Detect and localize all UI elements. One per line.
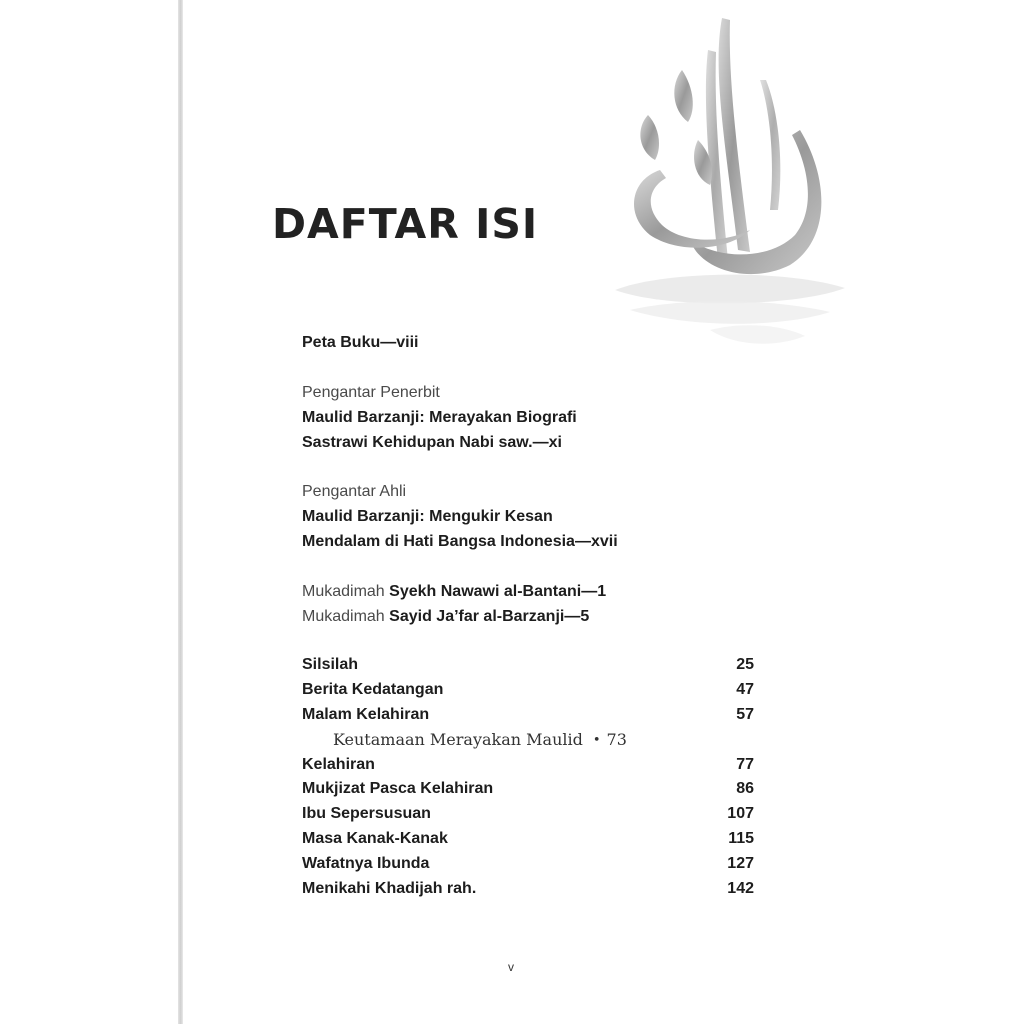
- chapter-title: Menikahi Khadijah rah.: [302, 879, 477, 897]
- toc-chapter-row[interactable]: [302, 703, 754, 728]
- toc-entry-prefix: Mukadimah: [302, 607, 390, 625]
- page-number: v: [508, 960, 514, 974]
- chapter-title: Masa Kanak-Kanak: [302, 829, 448, 847]
- chapter-page: 57: [736, 705, 754, 723]
- chapter-page: 142: [727, 879, 754, 897]
- toc-entry-title: Sayid Ja’far al-Barzanji—5: [389, 607, 590, 625]
- chapter-page: 86: [736, 780, 754, 798]
- chapter-page: 115: [728, 829, 754, 847]
- bullet-icon: •: [592, 732, 601, 748]
- toc-entry-mukadimah-barzanji[interactable]: [302, 604, 754, 629]
- page-spine-shadow: [178, 0, 183, 1024]
- toc-entry-mukadimah-nawawi[interactable]: [302, 579, 754, 604]
- chapter-title: Malam Kelahiran: [302, 705, 430, 723]
- toc-chapter-row[interactable]: [302, 802, 754, 827]
- subsection-page: 73: [606, 729, 627, 749]
- toc-entry-peta-buku[interactable]: [302, 330, 754, 355]
- subsection-title: Keutamaan Merayakan Maulid: [333, 729, 583, 749]
- toc-chapter-row[interactable]: [302, 877, 754, 902]
- chapter-title: Silsilah: [302, 656, 359, 674]
- chapter-page: 77: [736, 755, 754, 773]
- chapter-title: Berita Kedatangan: [302, 681, 444, 699]
- toc-entry-pengantar-ahli-line1[interactable]: Maulid Barzanji: Mengukir Kesan: [302, 508, 553, 526]
- toc-entry-title: Syekh Nawawi al-Bantani—1: [389, 582, 607, 600]
- toc-entry-pengantar-penerbit-line1[interactable]: Maulid Barzanji: Merayakan Biografi: [302, 408, 577, 426]
- toc-entry-pengantar-penerbit-line2[interactable]: Sastrawi Kehidupan Nabi saw.—xi: [302, 433, 562, 451]
- toc-entry-pengantar-ahli-line2[interactable]: Mendalam di Hati Bangsa Indonesia—xvii: [302, 533, 618, 551]
- toc-chapter-row[interactable]: [302, 678, 754, 703]
- toc-chapter-row[interactable]: [302, 852, 754, 877]
- toc-entry-title: Peta Buku—viii: [302, 334, 419, 351]
- chapter-title: Kelahiran: [302, 755, 375, 773]
- chapter-page: 127: [727, 854, 754, 872]
- toc-subsection-row[interactable]: [302, 728, 754, 753]
- arabic-calligraphy-ornament: [600, 10, 855, 360]
- toc-chapter-row[interactable]: [302, 753, 754, 778]
- toc-entry-prefix: Pengantar Ahli: [302, 483, 407, 501]
- toc-chapter-row[interactable]: [302, 653, 754, 678]
- page-title: DAFTAR ISI: [272, 200, 539, 248]
- chapter-page: 107: [727, 805, 754, 823]
- table-of-contents: [302, 330, 754, 901]
- toc-chapter-row[interactable]: [302, 777, 754, 802]
- chapter-title: Wafatnya Ibunda: [302, 854, 430, 872]
- chapter-title: Ibu Sepersusuan: [302, 805, 431, 823]
- chapter-page: 25: [736, 656, 754, 674]
- toc-chapter-row[interactable]: [302, 827, 754, 852]
- toc-entry-prefix: Pengantar Penerbit: [302, 383, 440, 401]
- chapter-title: Mukjizat Pasca Kelahiran: [302, 780, 494, 798]
- chapter-page: 47: [736, 681, 754, 699]
- toc-entry-prefix: Mukadimah: [302, 582, 390, 600]
